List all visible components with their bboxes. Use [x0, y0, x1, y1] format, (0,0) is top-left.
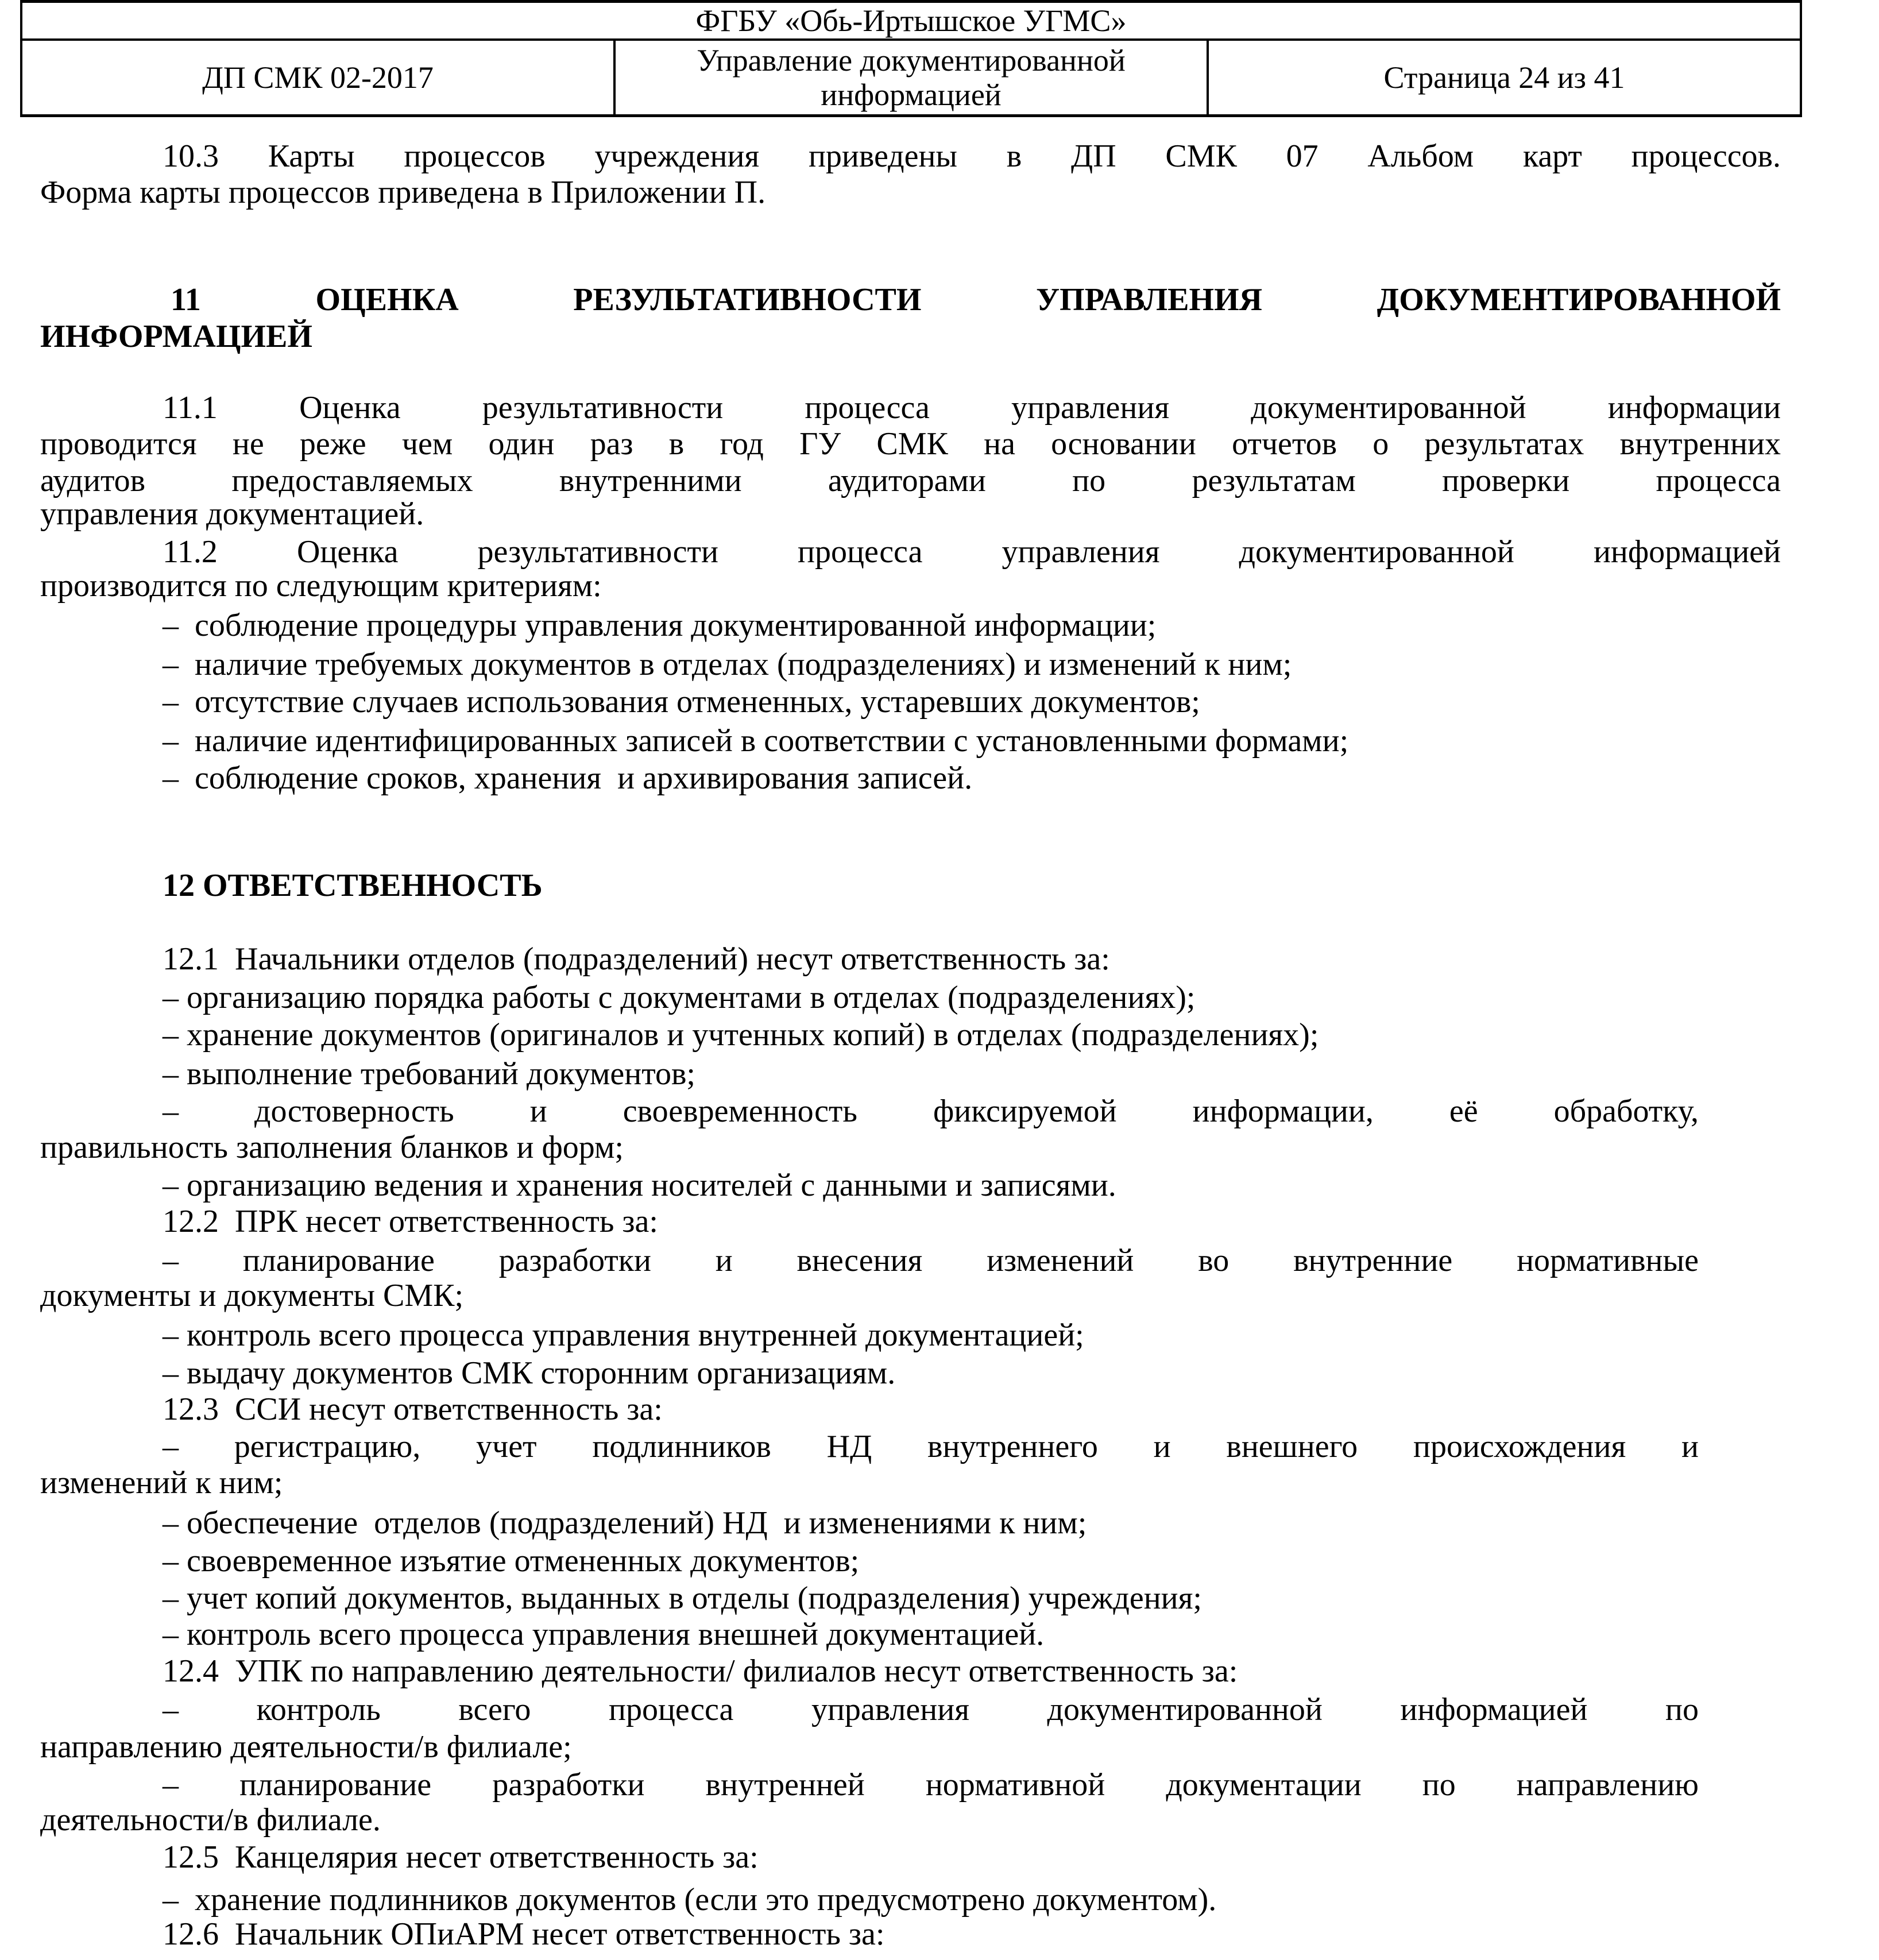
text-line: 12.5 Канцелярия несет ответственность за:	[163, 1839, 759, 1875]
section-heading-line: 12 ОТВЕТСТВЕННОСТЬ	[163, 868, 543, 903]
text-line: правильность заполнения бланков и форм;	[40, 1130, 624, 1165]
text-line: Форма карты процессов приведена в Приложении П.	[40, 175, 766, 210]
organization-name: ФГБУ «Обь-Иртышское УГМС»	[21, 2, 1801, 40]
document-title-line-1: Управление документированной	[697, 43, 1126, 78]
document-title	[614, 40, 1208, 116]
text-line: – выдачу документов СМК сторонним организациям.	[163, 1355, 896, 1391]
page-number: Страница 24 из 41	[1208, 40, 1801, 116]
text-line: – наличие требуемых документов в отделах (подразделениях) и изменений к ним;	[163, 647, 1292, 682]
text-line: 12.4 УПК по направлению деятельности/ филиалов несут ответственность за:	[163, 1653, 1238, 1689]
text-line: – регистрацию, учет подлинников НД внутреннего и внешнего происхождения и	[163, 1429, 1699, 1464]
text-line: направлению деятельности/в филиале;	[40, 1729, 572, 1765]
text-line: 12.1 Начальники отделов (подразделений) несут ответственность за:	[163, 941, 1110, 977]
text-line: 12.2 ПРК несет ответственность за:	[163, 1204, 658, 1239]
text-line: – достоверность и своевременность фиксируемой информации, её обработку,	[163, 1093, 1699, 1129]
text-line: изменений к ним;	[40, 1465, 283, 1501]
text-line: проводится не реже чем один раз в год ГУ СМК на основании отчетов о результатах внутренних	[40, 426, 1781, 462]
text-line: документы и документы СМК;	[40, 1278, 464, 1313]
text-line: 12.3 ССИ несут ответственность за:	[163, 1391, 663, 1427]
text-line: – хранение документов (оригиналов и учтенных копий) в отделах (подразделениях);	[163, 1017, 1319, 1053]
text-line: – планирование разработки и внесения изменений во внутренние нормативные	[163, 1243, 1699, 1278]
text-line: управления документацией.	[40, 496, 424, 532]
text-line: – организацию порядка работы с документами в отделах (подразделениях);	[163, 980, 1196, 1015]
text-line: – наличие идентифицированных записей в соответствии с установленными формами;	[163, 723, 1349, 759]
text-line: – контроль всего процесса управления внешней документацией.	[163, 1617, 1045, 1652]
text-line: 12.6 Начальник ОПиАРМ несет ответственность за:	[163, 1916, 885, 1952]
section-heading-line: 11 ОЦЕНКА РЕЗУЛЬТАТИВНОСТИ УПРАВЛЕНИЯ ДОКУМЕНТИРОВАННОЙ	[171, 282, 1781, 318]
text-line: – выполнение требований документов;	[163, 1056, 695, 1092]
text-line: – обеспечение отделов (подразделений) НД и изменениями к ним;	[163, 1505, 1087, 1541]
text-line: деятельности/в филиале.	[40, 1802, 381, 1838]
text-line: аудитов предоставляемых внутренними аудиторами по результатам проверки процесса	[40, 463, 1781, 498]
text-line: 11.1 Оценка результативности процесса управления документированной информации	[163, 390, 1781, 426]
text-line: 11.2 Оценка результативности процесса управления документированной информацией	[163, 534, 1781, 570]
document-header-table	[20, 0, 1802, 117]
text-line: – отсутствие случаев использования отмененных, устаревших документов;	[163, 684, 1200, 720]
text-line: – соблюдение процедуры управления документированной информации;	[163, 608, 1157, 643]
text-line: производится по следующим критериям:	[40, 568, 602, 604]
text-line: – своевременное изъятие отмененных документов;	[163, 1543, 860, 1579]
text-line: – контроль всего процесса управления документированной информацией по	[163, 1692, 1699, 1727]
text-line: 10.3 Карты процессов учреждения приведены в ДП СМК 07 Альбом карт процессов.	[163, 138, 1781, 174]
document-title-line-2: информацией	[821, 78, 1002, 112]
text-line: – учет копий документов, выданных в отделы (подразделения) учреждения;	[163, 1580, 1202, 1616]
document-code: ДП СМК 02-2017	[21, 40, 614, 116]
text-line: – хранение подлинников документов (если это предусмотрено документом).	[163, 1882, 1217, 1918]
text-line: – соблюдение сроков, хранения и архивирования записей.	[163, 760, 973, 796]
text-line: – организацию ведения и хранения носителей с данными и записями.	[163, 1168, 1116, 1203]
section-heading-line: ИНФОРМАЦИЕЙ	[40, 319, 312, 354]
text-line: – контроль всего процесса управления внутренней документацией;	[163, 1317, 1084, 1353]
text-line: – планирование разработки внутренней нормативной документации по направлению	[163, 1767, 1699, 1803]
